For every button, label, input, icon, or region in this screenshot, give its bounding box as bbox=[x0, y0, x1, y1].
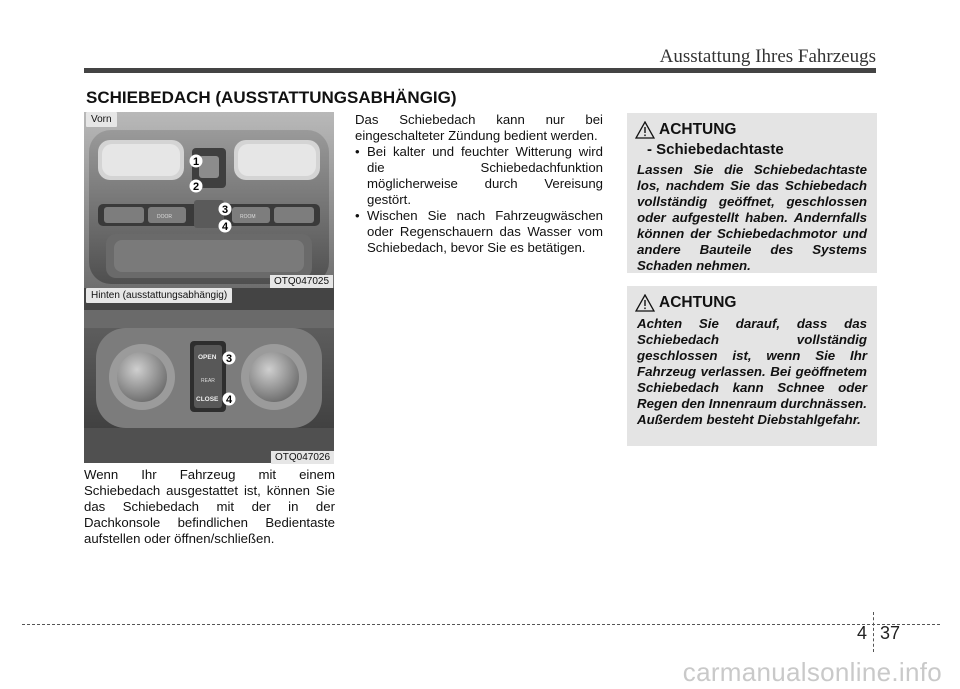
warning-triangle-icon bbox=[635, 294, 655, 312]
bullet-symbol: • bbox=[355, 208, 360, 223]
front-photo-label: Vorn bbox=[86, 112, 117, 127]
footer-rule bbox=[22, 624, 940, 625]
middle-intro: Das Schiebedach kann nur bei eingeschalteter Zündung bedient werden. bbox=[355, 112, 603, 143]
warning-1-subtitle: - Schiebedachtaste bbox=[647, 141, 784, 158]
rear-callout-3: 3 bbox=[225, 353, 233, 365]
bullet-item bbox=[355, 208, 603, 256]
rear-rear-label: REAR bbox=[201, 378, 215, 384]
warning-1-text: Lassen Sie die Schiebedachtaste los, nachdem Sie das Schiebedach vollständig geöffnet, geschlossen oder aufgestellt haben. Andernfalls können der Schiebedachmotor und andere Bauteile des Systems Schaden nehmen. bbox=[637, 162, 867, 273]
page-number-divider bbox=[873, 612, 874, 652]
front-console-photo bbox=[84, 112, 334, 288]
chapter-number: 4 bbox=[857, 623, 868, 643]
rear-console-photo bbox=[84, 288, 334, 463]
rear-photo-label: Hinten (ausstattungsabhängig) bbox=[86, 288, 232, 303]
bullet-symbol: • bbox=[355, 144, 360, 159]
watermark: carmanualsonline.info bbox=[682, 657, 942, 687]
front-callout-1: 1 bbox=[192, 156, 200, 168]
header-rule bbox=[84, 68, 876, 73]
warning-1-title: ACHTUNG bbox=[659, 121, 737, 138]
front-callout-3: 3 bbox=[221, 204, 229, 216]
rear-photo-code: OTQ047026 bbox=[271, 451, 334, 464]
warning-2-text: Achten Sie darauf, dass das Schiebedach vollständig geschlossen ist, wenn Sie Ihr Fahrzeug verlassen. Bei geöffnetem Schiebedach kann Schnee oder Regen den Innenraum durchnässen. Außerdem besteht Diebstahlgefahr. bbox=[637, 316, 867, 427]
warning-triangle-icon bbox=[635, 121, 655, 139]
door-button-text: DOOR bbox=[157, 214, 172, 220]
front-photo-code: OTQ047025 bbox=[270, 275, 333, 288]
rear-close-label: CLOSE bbox=[196, 396, 219, 403]
middle-column bbox=[355, 112, 603, 256]
rear-callout-4: 4 bbox=[225, 394, 233, 406]
warning-2-title: ACHTUNG bbox=[659, 294, 737, 311]
left-paragraph bbox=[84, 467, 335, 547]
front-callout-4: 4 bbox=[221, 221, 229, 233]
warning-box-2 bbox=[627, 286, 877, 446]
section-title: SCHIEBEDACH (AUSSTATTUNGSABHÄNGIG) bbox=[86, 88, 457, 107]
bullet-item bbox=[355, 144, 603, 208]
room-button-text: ROOM bbox=[240, 214, 256, 220]
bullet-text: Wischen Sie nach Fahrzeugwäschen oder Regenschauern das Wasser vom Schiebedach, bevor Sie es betätigen. bbox=[367, 208, 603, 255]
rear-open-label: OPEN bbox=[198, 354, 217, 361]
bullet-text: Bei kalter und feuchter Witterung wird die Schiebedachfunktion möglicherweise durch Vereisung gestört. bbox=[367, 144, 603, 207]
page-number: 37 bbox=[880, 623, 901, 643]
chapter-header-title: Ausstattung Ihres Fahrzeugs bbox=[659, 46, 876, 67]
left-paragraph-text: Wenn Ihr Fahrzeug mit einem Schiebedach ausgestattet ist, können Sie das Schiebedach mit der in der Dachkonsole befindlichen Bedientaste aufstellen oder öffnen/schließen. bbox=[84, 467, 335, 546]
warning-box-1 bbox=[627, 113, 877, 273]
front-callout-2: 2 bbox=[192, 181, 200, 193]
